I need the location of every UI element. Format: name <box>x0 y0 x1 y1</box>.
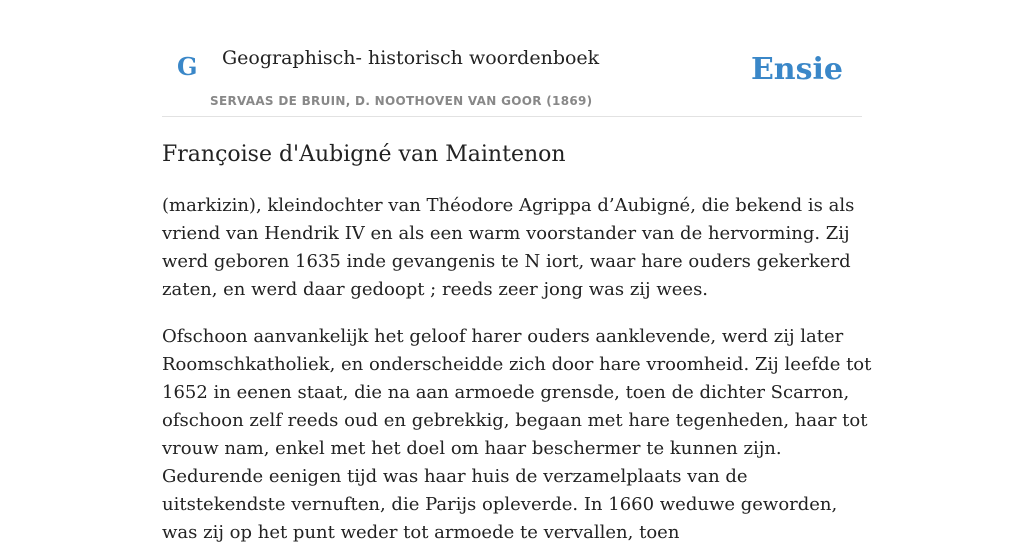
book-authors: SERVAAS DE BRUIN, D. NOOTHOVEN VAN GOOR (1869) <box>210 94 593 108</box>
book-logo-icon: G <box>177 52 198 81</box>
paragraph-1: (markizin), kleindochter van Théodore Agrippa d’Aubigné, die bekend is als vriend van Hendrik IV en als een warm voorstander van de hervorming. Zij werd geboren 1635 inde gevangenis te N iort, waar hare ouders gekerkerd zaten, en werd daar gedoopt ; reeds zeer jong was zij wees. <box>162 195 855 300</box>
book-title[interactable]: Geographisch- historisch woordenboek <box>222 47 600 69</box>
site-header <box>162 0 862 117</box>
paragraph-2: Ofschoon aanvankelijk het geloof harer ouders aanklevende, werd zij later Roomschkatholiek, en onderscheidde zich door hare vroomheid. Zij leefde tot 1652 in eenen staat, die na aan armoede grensde, toen de dichter Scarron, ofschoon zelf reeds oud en gebrekkig, begaan met hare tegenheden, haar tot vrouw nam, enkel met het doel om haar beschermer te kunnen zijn. Gedurende eenigen tijd was haar huis de verzamelplaats van de uitstekendste vernuften, die Parijs opleverde. In 1660 weduwe geworden, was zij op het punt weder tot armoede te vervallen, toen <box>162 326 872 543</box>
article <box>162 138 874 547</box>
brand-logo-link[interactable]: Ensie <box>750 52 843 87</box>
entry-title: Françoise d'Aubigné van Maintenon <box>162 142 566 167</box>
